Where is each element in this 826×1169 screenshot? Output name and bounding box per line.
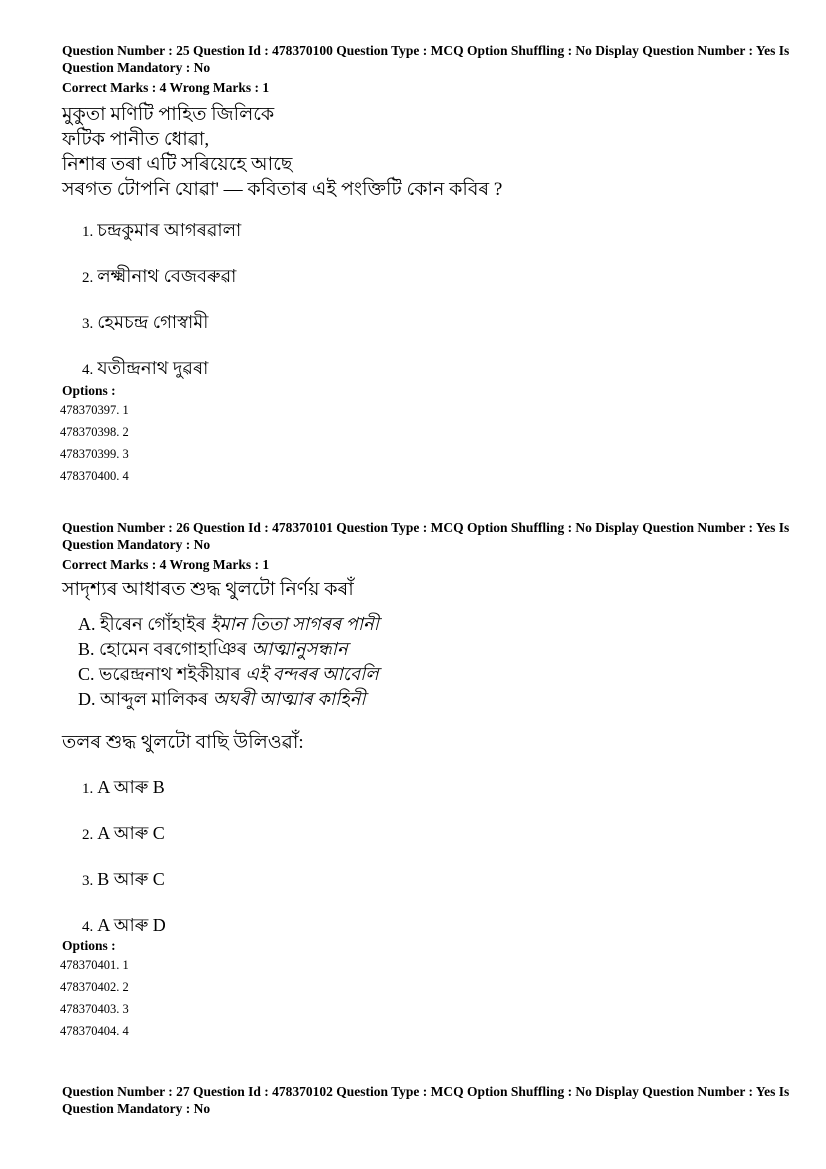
statement-item [78, 637, 802, 662]
option-id: 478370397. 1 [60, 403, 129, 417]
choice-number: 1. [82, 224, 94, 240]
statement-label: A. [78, 614, 96, 634]
question-meta: Question Number : 26 Question Id : 478370101 Question Type : MCQ Option Shuffling : No Display Question Number : Yes Is Question Mandatory : No [62, 520, 790, 552]
option-id: 478370400. 4 [60, 469, 129, 483]
statement-label: B. [78, 639, 95, 659]
choice-text: A আৰু B [97, 777, 165, 797]
choice-number: 2. [82, 827, 94, 843]
statement-title: অঘৰী আত্মাৰ কাহিনী [212, 689, 366, 709]
answer-choice [82, 262, 802, 308]
choice-text: হেমচন্দ্ৰ গোস্বামী [97, 312, 209, 332]
option-id: 478370401. 1 [60, 958, 129, 972]
answer-choice [82, 819, 802, 865]
statement-label: D. [78, 689, 96, 709]
question-text-line: ফটিক পানীত ধোৱা, [62, 129, 210, 150]
answer-choice [82, 911, 802, 935]
question-prompt: তলৰ শুদ্ধ থুলটো বাছি উলিওৱাঁ: [62, 732, 304, 753]
choice-text: A আৰু C [97, 823, 165, 843]
options-label: Options : [62, 938, 116, 953]
question-marks: Correct Marks : 4 Wrong Marks : 1 [62, 557, 270, 572]
choice-number: 4. [82, 919, 94, 935]
question-meta: Question Number : 27 Question Id : 478370102 Question Type : MCQ Option Shuffling : No Display Question Number : Yes Is Question Mandatory : No [62, 1084, 790, 1116]
choice-number: 3. [82, 873, 94, 889]
question-text-line: মুকুতা মণিটি পাহিত জিলিকে [62, 104, 275, 125]
options-label: Options : [62, 383, 116, 398]
option-id: 478370402. 2 [60, 980, 129, 994]
question-27 [62, 1083, 802, 1117]
statement-item [78, 612, 802, 637]
answer-choices [82, 773, 802, 935]
answer-choice [82, 354, 802, 380]
statement-title: এই বন্দৰৰ আবেলি [245, 664, 379, 684]
statement-title: ইমান তিতা সাগৰৰ পানী [210, 614, 379, 634]
option-id: 478370404. 4 [60, 1024, 129, 1038]
statement-author: আব্দুল মালিকৰ [100, 689, 209, 709]
choice-text: যতীন্দ্ৰনাথ দুৱৰা [97, 358, 209, 378]
choice-number: 4. [82, 362, 94, 378]
options-list [60, 954, 802, 1042]
statement-item [78, 687, 802, 712]
statement-author: ভৱেন্দ্ৰনাথ শইকীয়াৰ [99, 664, 241, 684]
question-26 [62, 519, 802, 1042]
option-id: 478370403. 3 [60, 1002, 129, 1016]
statement-author: হোমেন বৰগোহাঞিৰ [99, 639, 247, 659]
statement-item [78, 662, 802, 687]
statement-label: C. [78, 664, 95, 684]
question-text-line: সৰগত টোপনি যোৱা' — কবিতাৰ এই পংক্তিটি কোন কবিৰ ? [62, 179, 503, 200]
question-25 [62, 42, 802, 487]
option-id: 478370399. 3 [60, 447, 129, 461]
answer-choices [82, 216, 802, 380]
question-meta: Question Number : 25 Question Id : 478370100 Question Type : MCQ Option Shuffling : No Display Question Number : Yes Is Question Mandatory : No [62, 43, 790, 75]
choice-text: চন্দ্ৰকুমাৰ আগৰৱালা [97, 220, 242, 240]
choice-text: লক্ষ্মীনাথ বেজবৰুৱা [97, 266, 237, 286]
options-list [60, 399, 802, 487]
answer-choice [82, 865, 802, 911]
question-text-line: নিশাৰ তৰা এটি সৰিয়েহে আছে [62, 154, 293, 175]
statement-list [78, 612, 802, 712]
answer-choice [82, 308, 802, 354]
question-text [62, 102, 802, 202]
answer-choice [82, 773, 802, 819]
question-marks: Correct Marks : 4 Wrong Marks : 1 [62, 80, 270, 95]
choice-number: 1. [82, 781, 94, 797]
answer-choice [82, 216, 802, 262]
statement-author: হীৰেন গোঁহাইৰ [100, 614, 206, 634]
choice-number: 2. [82, 270, 94, 286]
question-intro: সাদৃশ্যৰ আধাৰত শুদ্ধ থুলটো নিৰ্ণয় কৰাঁ [62, 579, 354, 600]
statement-title: আত্মানুসন্ধান [251, 639, 348, 659]
choice-text: B আৰু C [97, 869, 165, 889]
option-id: 478370398. 2 [60, 425, 129, 439]
choice-text: A আৰু D [97, 915, 166, 935]
choice-number: 3. [82, 316, 94, 332]
